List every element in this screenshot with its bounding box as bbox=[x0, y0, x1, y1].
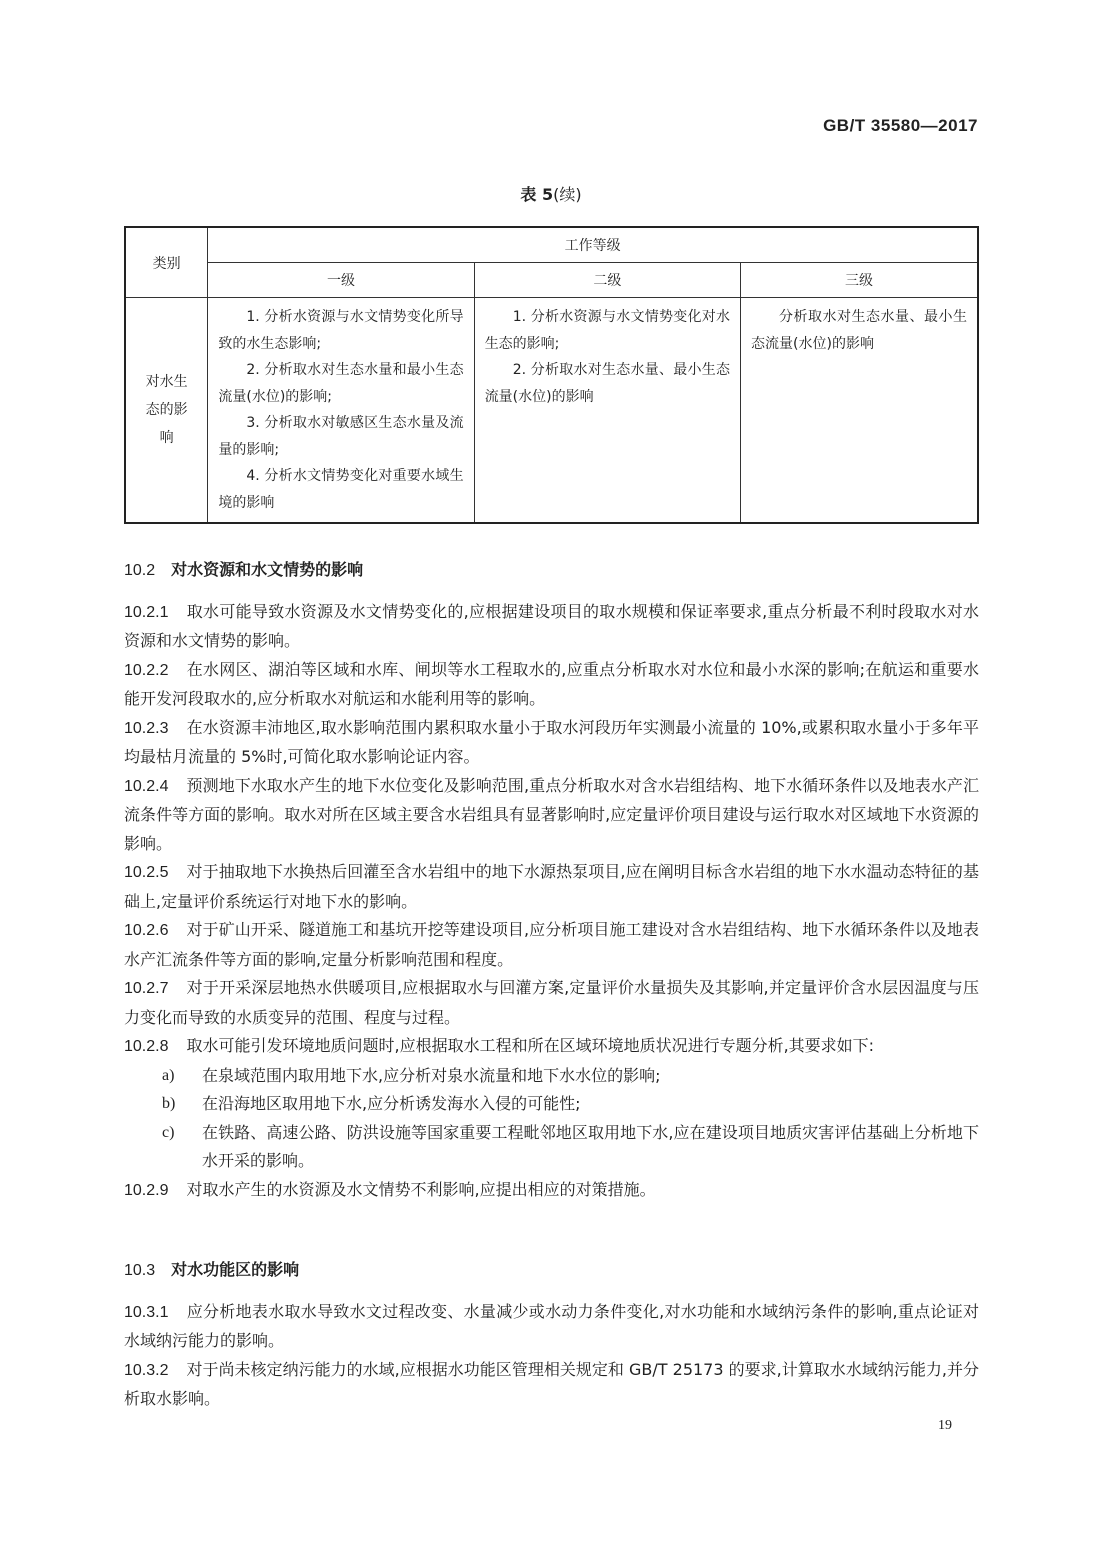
cell-level-1 bbox=[208, 298, 474, 524]
clause-number: 10.2.3 bbox=[124, 719, 169, 737]
header-level-1: 一级 bbox=[208, 263, 474, 298]
clause-text: 对取水产生的水资源及水文情势不利影响,应提出相应的对策措施。 bbox=[186, 1179, 656, 1199]
work-grade-table bbox=[124, 226, 979, 524]
clause-number: 10.2.8 bbox=[124, 1038, 169, 1055]
clause bbox=[124, 656, 979, 714]
section-10-2 bbox=[124, 556, 979, 1205]
list-text: 在铁路、高速公路、防洪设施等国家重要工程毗邻地区取用地下水,应在建设项目地质灾害评估基础上分析地下水开采的影响。 bbox=[202, 1122, 979, 1170]
section-heading bbox=[124, 556, 979, 586]
clause-number: 10.2.1 bbox=[124, 603, 169, 621]
clause bbox=[124, 772, 979, 859]
clause-number: 10.2.9 bbox=[124, 1181, 169, 1199]
header-level-2: 二级 bbox=[474, 263, 740, 298]
clause bbox=[124, 1032, 979, 1062]
clause bbox=[124, 858, 979, 916]
clause-number: 10.2.4 bbox=[124, 777, 169, 795]
section-heading bbox=[124, 1256, 979, 1286]
clause-number: 10.2.6 bbox=[124, 922, 169, 939]
header-work-grade: 工作等级 bbox=[208, 227, 978, 263]
clause bbox=[124, 714, 979, 772]
clause-number: 10.2.7 bbox=[124, 980, 169, 997]
clause-text: 预测地下水取水产生的地下水位变化及影响范围,重点分析取水对含水岩组结构、地下水循环条件以及地表水产汇流条件等方面的影响。取水对所在区域主要含水岩组具有显著影响时,应定量评价项目建设与运行取水对区域地下水资源的影响。 bbox=[124, 775, 979, 853]
cell-item: 3. 分析取水对敏感区生态水量及流量的影响; bbox=[218, 415, 464, 458]
section-number: 10.3 bbox=[124, 1262, 156, 1279]
header-category: 类别 bbox=[125, 227, 208, 298]
cell-item: 1. 分析水资源与水文情势变化对水生态的影响; bbox=[484, 309, 731, 352]
clause-text: 对于抽取地下水换热后回灌至含水岩组中的地下水源热泵项目,应在阐明目标含水岩组的地下水水温动态特征的基础上,定量评价系统运行对地下水的影响。 bbox=[124, 862, 979, 911]
section-10-3 bbox=[124, 1256, 979, 1414]
table-row bbox=[125, 298, 978, 524]
cell-level-3 bbox=[741, 298, 978, 524]
clause bbox=[124, 598, 979, 656]
table-header-row bbox=[125, 227, 978, 263]
cell-item: 2. 分析取水对生态水量和最小生态流量(水位)的影响; bbox=[218, 362, 464, 405]
list-item bbox=[124, 1062, 979, 1091]
clause-number: 10.3.2 bbox=[124, 1361, 169, 1379]
clause-number: 10.2.2 bbox=[124, 661, 169, 679]
section-number: 10.2 bbox=[124, 562, 156, 579]
clause bbox=[124, 916, 979, 974]
section-title: 对水资源和水文情势的影响 bbox=[171, 560, 364, 579]
clause-text: 对于矿山开采、隧道施工和基坑开挖等建设项目,应分析项目施工建设对含水岩组结构、地下水循环条件以及地表水产汇流条件等方面的影响,定量分析影响范围和程度。 bbox=[124, 920, 979, 969]
list-mark: a) bbox=[162, 1066, 175, 1084]
page-number: 19 bbox=[938, 1418, 952, 1433]
table-caption bbox=[0, 182, 1102, 205]
cell-item: 1. 分析水资源与水文情势变化所导致的水生态影响; bbox=[218, 309, 464, 352]
clause-text: 在水网区、湖泊等区域和水库、闸坝等水工程取水的,应重点分析取水对水位和最小水深的影响;在航运和重要水能开发河段取水的,应分析取水对航运和水能利用等的影响。 bbox=[124, 659, 979, 708]
clause-number: 10.2.5 bbox=[124, 864, 169, 881]
clause-text: 在水资源丰沛地区,取水影响范围内累积取水量小于取水河段历年实测最小流量的 10%,或累积取水量小于多年平均最枯月流量的 5%时,可简化取水影响论证内容。 bbox=[124, 717, 979, 766]
cell-item: 4. 分析水文情势变化对重要水域生境的影响 bbox=[218, 468, 464, 511]
clause-number: 10.3.1 bbox=[124, 1303, 169, 1321]
list-mark: c) bbox=[162, 1123, 175, 1141]
table-caption-suffix: (续) bbox=[553, 185, 582, 204]
table-subheader-row bbox=[125, 263, 978, 298]
list-mark: b) bbox=[162, 1095, 176, 1112]
header-level-3: 三级 bbox=[741, 263, 978, 298]
clause-text: 对于开采深层地热水供暖项目,应根据取水与回灌方案,定量评价水量损失及其影响,并定量评价含水层因温度与压力变化而导致的水质变异的范围、程度与过程。 bbox=[124, 978, 979, 1027]
table-caption-label: 表 5 bbox=[520, 185, 554, 204]
clause bbox=[124, 1176, 979, 1206]
clause bbox=[124, 1298, 979, 1356]
list-item bbox=[124, 1090, 979, 1119]
row-category: 对水生态的影响 bbox=[125, 298, 208, 524]
clause-text: 对于尚未核定纳污能力的水域,应根据水功能区管理相关规定和 GB/T 25173 的要求,计算取水水域纳污能力,并分析取水影响。 bbox=[124, 1359, 979, 1408]
standard-code: GB/T 35580—2017 bbox=[823, 116, 978, 135]
cell-level-2 bbox=[474, 298, 740, 524]
clause-text: 取水可能引发环境地质问题时,应根据取水工程和所在区域环境地质状况进行专题分析,其要求如下: bbox=[186, 1036, 875, 1055]
clause bbox=[124, 974, 979, 1032]
clause bbox=[124, 1356, 979, 1414]
list-text: 在沿海地区取用地下水,应分析诱发海水入侵的可能性; bbox=[202, 1094, 581, 1113]
cell-item: 2. 分析取水对生态水量、最小生态流量(水位)的影响 bbox=[484, 362, 731, 405]
section-title: 对水功能区的影响 bbox=[171, 1260, 300, 1279]
clause-text: 取水可能导致水资源及水文情势变化的,应根据建设项目的取水规模和保证率要求,重点分析最不利时段取水对水资源和水文情势的影响。 bbox=[124, 601, 979, 650]
list-item bbox=[124, 1119, 979, 1176]
clause-text: 应分析地表水取水导致水文过程改变、水量减少或水动力条件变化,对水功能和水域纳污条件的影响,重点论证对水域纳污能力的影响。 bbox=[124, 1301, 979, 1350]
list-text: 在泉域范围内取用地下水,应分析对泉水流量和地下水水位的影响; bbox=[202, 1065, 661, 1085]
cell-item: 分析取水对生态水量、最小生态流量(水位)的影响 bbox=[751, 309, 967, 352]
